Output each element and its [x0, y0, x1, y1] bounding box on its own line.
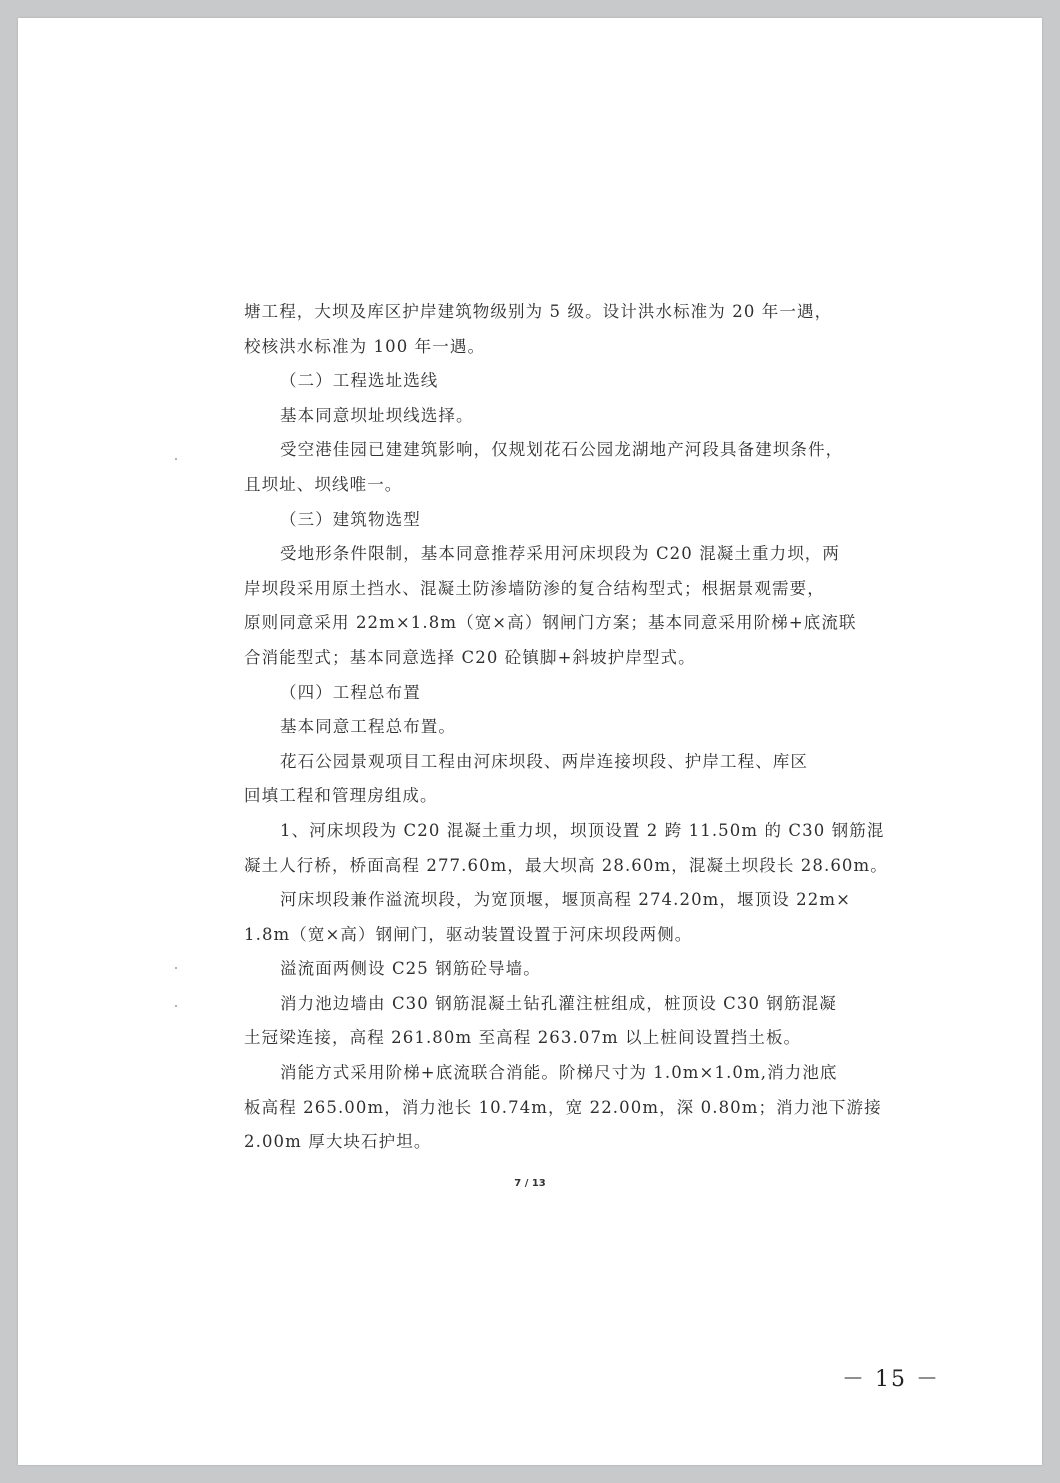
body-line: 回填工程和管理房组成。: [244, 786, 438, 806]
scan-speck: [175, 1005, 177, 1007]
body-line: 受地形条件限制，基本同意推荐采用河床坝段为 C20 混凝土重力坝，两: [280, 544, 841, 564]
body-line: 受空港佳园已建建筑影响，仅规划花石公园龙湖地产河段具备建坝条件，: [280, 440, 844, 460]
section-heading: （二）工程选址选线: [280, 371, 439, 391]
body-line: 基本同意工程总布置。: [280, 717, 456, 737]
body-line: 凝土人行桥，桥面高程 277.60m，最大坝高 28.60m，混凝土坝段长 28.60m。: [244, 855, 888, 875]
scan-speck: [175, 967, 177, 969]
body-line: 2.00m 厚大块石护坦。: [244, 1132, 432, 1152]
body-line: 原则同意采用 22m×1.8m（宽×高）钢闸门方案；基本同意采用阶梯+底流联: [244, 613, 857, 633]
body-line: 1.8m（宽×高）钢闸门，驱动装置设置于河床坝段两侧。: [244, 924, 693, 944]
body-line: 消能方式采用阶梯+底流联合消能。阶梯尺寸为 1.0m×1.0m,消力池底: [280, 1063, 838, 1083]
body-line: 溢流面两侧设 C25 钢筋砼导墙。: [280, 959, 541, 979]
document-body: [244, 295, 888, 1160]
body-line: 校核洪水标准为 100 年一遇。: [244, 336, 486, 356]
body-line: 塘工程，大坝及库区护岸建筑物级别为 5 级。设计洪水标准为 20 年一遇，: [244, 302, 833, 321]
body-line: 1、河床坝段为 C20 混凝土重力坝，坝顶设置 2 跨 11.50m 的 C30 钢筋混: [280, 820, 885, 840]
page-number: － 15 －: [842, 1367, 940, 1392]
body-line: 且坝址、坝线唯一。: [244, 474, 403, 494]
body-line: 岸坝段采用原土挡水、混凝土防渗墙防渗的复合结构型式；根据景观需要，: [244, 578, 825, 598]
body-line: 花石公园景观项目工程由河床坝段、两岸连接坝段、护岸工程、库区: [280, 751, 808, 771]
body-line: 基本同意坝址坝线选择。: [280, 405, 474, 425]
body-line: 消力池边墙由 C30 钢筋混凝土钻孔灌注桩组成，桩顶设 C30 钢筋混凝: [280, 993, 837, 1013]
scan-speck: [175, 458, 177, 460]
body-line: 板高程 265.00m，消力池长 10.74m，宽 22.00m，深 0.80m；消力池下游接: [244, 1097, 882, 1117]
section-heading: （三）建筑物选型: [280, 509, 421, 529]
body-line: 河床坝段兼作溢流坝段，为宽顶堰，堰顶高程 274.20m，堰顶设 22m×: [280, 890, 852, 910]
body-line: 合消能型式；基本同意选择 C20 砼镇脚+斜坡护岸型式。: [244, 647, 696, 667]
section-heading: （四）工程总布置: [280, 682, 421, 702]
body-line: 土冠梁连接，高程 261.80m 至高程 263.07m 以上桩间设置挡土板。: [244, 1028, 802, 1048]
inner-page-counter: 7 / 13: [514, 1178, 546, 1189]
document-page: [18, 18, 1042, 1465]
